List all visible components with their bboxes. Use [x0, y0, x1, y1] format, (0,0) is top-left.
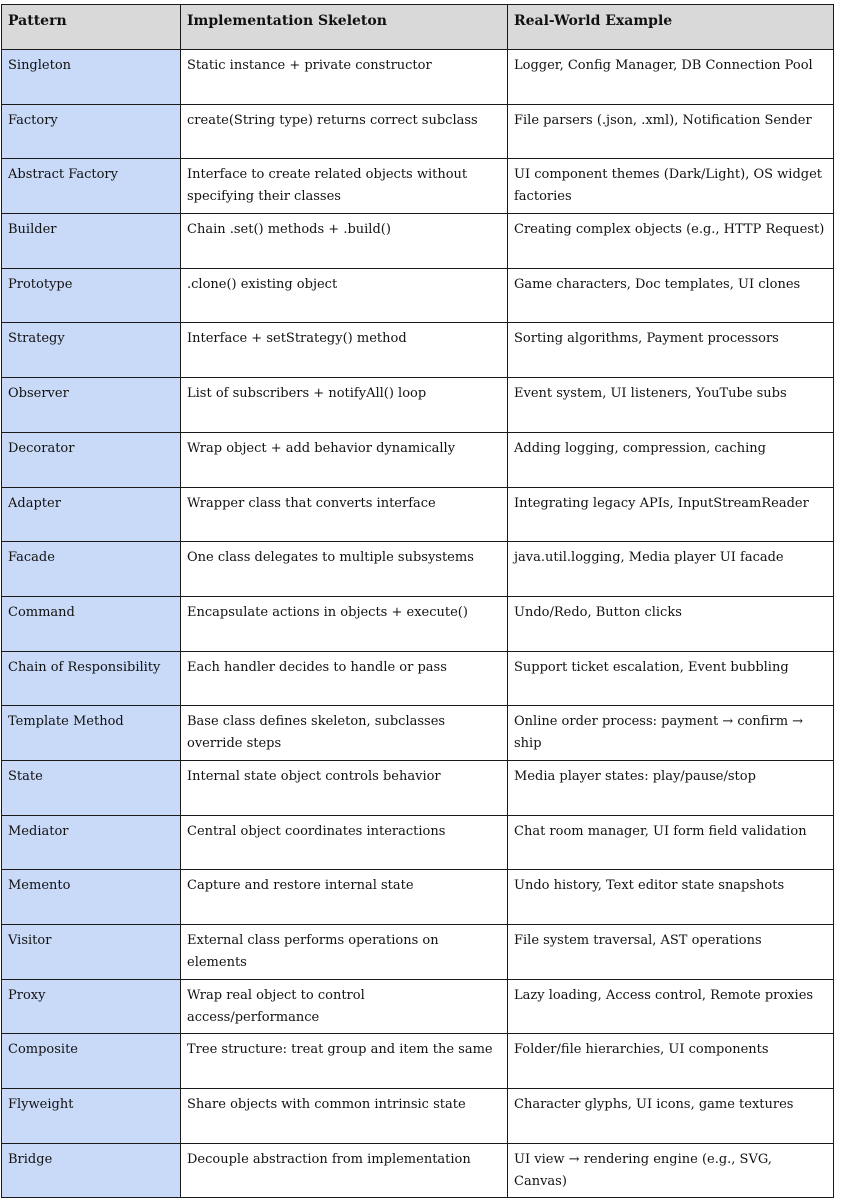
implementation-cell: .clone() existing object — [181, 268, 508, 323]
header-pattern: Pattern — [2, 5, 181, 50]
pattern-cell: Strategy — [2, 323, 181, 378]
example-cell: Folder/file hierarchies, UI components — [508, 1034, 834, 1089]
table-row — [2, 651, 834, 706]
header-real-world-example: Real-World Example — [508, 5, 834, 50]
example-cell: Creating complex objects (e.g., HTTP Request) — [508, 214, 834, 269]
table-row — [2, 487, 834, 542]
header-row — [2, 5, 834, 50]
table-row — [2, 378, 834, 433]
example-cell: File parsers (.json, .xml), Notification Sender — [508, 104, 834, 159]
implementation-cell: Encapsulate actions in objects + execute() — [181, 596, 508, 651]
implementation-cell: Internal state object controls behavior — [181, 760, 508, 815]
implementation-cell: Capture and restore internal state — [181, 870, 508, 925]
implementation-cell: Base class defines skeleton, subclasses override steps — [181, 706, 508, 761]
implementation-cell: One class delegates to multiple subsystems — [181, 542, 508, 597]
pattern-cell: Adapter — [2, 487, 181, 542]
implementation-cell: Wrap real object to control access/performance — [181, 979, 508, 1034]
table-row — [2, 596, 834, 651]
pattern-cell: Singleton — [2, 50, 181, 105]
pattern-cell: Command — [2, 596, 181, 651]
table-row — [2, 870, 834, 925]
example-cell: File system traversal, AST operations — [508, 925, 834, 980]
example-cell: Adding logging, compression, caching — [508, 432, 834, 487]
pattern-cell: Mediator — [2, 815, 181, 870]
table-row — [2, 159, 834, 214]
implementation-cell: Chain .set() methods + .build() — [181, 214, 508, 269]
pattern-cell: Facade — [2, 542, 181, 597]
table-row — [2, 268, 834, 323]
table-row — [2, 323, 834, 378]
pattern-cell: Memento — [2, 870, 181, 925]
implementation-cell: Interface to create related objects without specifying their classes — [181, 159, 508, 214]
implementation-cell: create(String type) returns correct subclass — [181, 104, 508, 159]
pattern-cell: Abstract Factory — [2, 159, 181, 214]
pattern-cell: Proxy — [2, 979, 181, 1034]
pattern-cell: Flyweight — [2, 1089, 181, 1144]
example-cell: Character glyphs, UI icons, game textures — [508, 1089, 834, 1144]
example-cell: Online order process: payment → confirm → ship — [508, 706, 834, 761]
table-row — [2, 432, 834, 487]
implementation-cell: Share objects with common intrinsic state — [181, 1089, 508, 1144]
pattern-cell: Bridge — [2, 1143, 181, 1198]
table-row — [2, 214, 834, 269]
implementation-cell: Static instance + private constructor — [181, 50, 508, 105]
table-row — [2, 1089, 834, 1144]
table-row — [2, 1143, 834, 1198]
example-cell: Logger, Config Manager, DB Connection Pool — [508, 50, 834, 105]
pattern-cell: Builder — [2, 214, 181, 269]
example-cell: Event system, UI listeners, YouTube subs — [508, 378, 834, 433]
table-row — [2, 979, 834, 1034]
table-row — [2, 815, 834, 870]
table-row — [2, 760, 834, 815]
pattern-cell: Template Method — [2, 706, 181, 761]
example-cell: Undo history, Text editor state snapshots — [508, 870, 834, 925]
example-cell: java.util.logging, Media player UI facade — [508, 542, 834, 597]
pattern-cell: Visitor — [2, 925, 181, 980]
example-cell: Lazy loading, Access control, Remote proxies — [508, 979, 834, 1034]
pattern-cell: Decorator — [2, 432, 181, 487]
pattern-cell: Factory — [2, 104, 181, 159]
implementation-cell: Wrapper class that converts interface — [181, 487, 508, 542]
implementation-cell: List of subscribers + notifyAll() loop — [181, 378, 508, 433]
implementation-cell: Interface + setStrategy() method — [181, 323, 508, 378]
pattern-cell: Observer — [2, 378, 181, 433]
pattern-cell: Composite — [2, 1034, 181, 1089]
table-row — [2, 104, 834, 159]
pattern-cell: State — [2, 760, 181, 815]
example-cell: Media player states: play/pause/stop — [508, 760, 834, 815]
implementation-cell: External class performs operations on elements — [181, 925, 508, 980]
implementation-cell: Wrap object + add behavior dynamically — [181, 432, 508, 487]
table-row — [2, 1034, 834, 1089]
implementation-cell: Central object coordinates interactions — [181, 815, 508, 870]
table-body — [2, 50, 834, 1198]
example-cell: Sorting algorithms, Payment processors — [508, 323, 834, 378]
implementation-cell: Each handler decides to handle or pass — [181, 651, 508, 706]
example-cell: UI view → rendering engine (e.g., SVG, Canvas) — [508, 1143, 834, 1198]
example-cell: Game characters, Doc templates, UI clones — [508, 268, 834, 323]
example-cell: UI component themes (Dark/Light), OS widget factories — [508, 159, 834, 214]
example-cell: Support ticket escalation, Event bubbling — [508, 651, 834, 706]
example-cell: Chat room manager, UI form field validation — [508, 815, 834, 870]
design-patterns-table-container — [1, 4, 833, 1198]
table-row — [2, 706, 834, 761]
example-cell: Undo/Redo, Button clicks — [508, 596, 834, 651]
pattern-cell: Prototype — [2, 268, 181, 323]
example-cell: Integrating legacy APIs, InputStreamReader — [508, 487, 834, 542]
table-row — [2, 542, 834, 597]
table-row — [2, 50, 834, 105]
table-header — [2, 5, 834, 50]
implementation-cell: Tree structure: treat group and item the same — [181, 1034, 508, 1089]
table-row — [2, 925, 834, 980]
pattern-cell: Chain of Responsibility — [2, 651, 181, 706]
implementation-cell: Decouple abstraction from implementation — [181, 1143, 508, 1198]
header-implementation-skeleton: Implementation Skeleton — [181, 5, 508, 50]
design-patterns-table — [1, 4, 834, 1198]
